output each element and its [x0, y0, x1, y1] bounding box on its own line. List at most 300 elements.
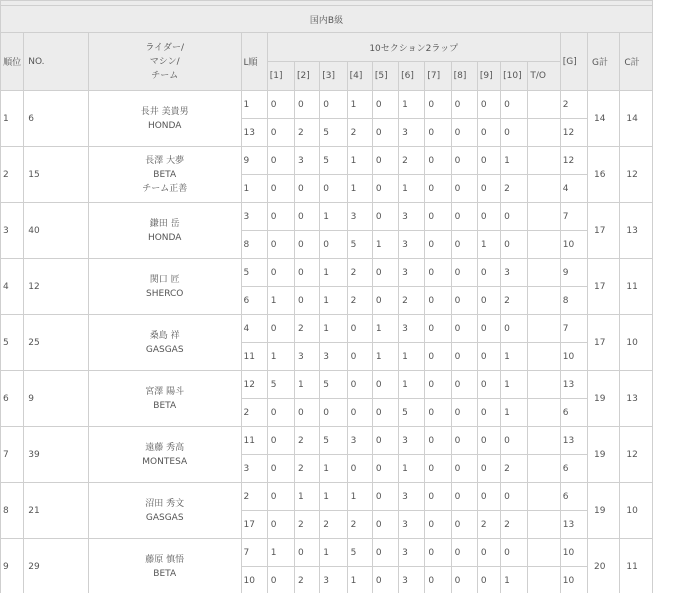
- section-score: 1: [372, 315, 398, 343]
- section-score: 2: [295, 427, 320, 455]
- section-score: 0: [501, 483, 528, 511]
- timeout-cell: [528, 539, 560, 567]
- section-score: 1: [347, 147, 372, 175]
- section-score: 3: [399, 231, 425, 259]
- table-row: [1, 147, 653, 175]
- section-score: 0: [477, 315, 500, 343]
- section-score: 0: [295, 91, 320, 119]
- section-score: 0: [295, 399, 320, 427]
- lap-score-cell: 10: [560, 567, 587, 593]
- lap-order-cell: 5: [241, 259, 267, 287]
- rider-cell: [88, 203, 241, 259]
- timeout-cell: [528, 511, 560, 539]
- section-score: 0: [267, 399, 294, 427]
- section-score: 0: [501, 427, 528, 455]
- section-score: 0: [372, 371, 398, 399]
- section-score: 2: [320, 511, 347, 539]
- section-score: 0: [477, 175, 500, 203]
- section-score: 0: [372, 399, 398, 427]
- lap-score-cell: 13: [560, 371, 587, 399]
- section-score: 5: [320, 371, 347, 399]
- section-score: 0: [451, 231, 477, 259]
- section-score: 3: [399, 427, 425, 455]
- lap-order-cell: 10: [241, 567, 267, 593]
- section-score: 0: [267, 119, 294, 147]
- rider-name: 長澤 大夢: [145, 155, 185, 166]
- section-score: 0: [372, 147, 398, 175]
- section-score: 0: [501, 539, 528, 567]
- section-score: 0: [451, 259, 477, 287]
- section-score: 0: [501, 315, 528, 343]
- g-total-cell: 19: [588, 371, 620, 427]
- section-score: 2: [501, 287, 528, 315]
- section-score: 0: [425, 315, 451, 343]
- section-score: 0: [501, 203, 528, 231]
- section-score: 0: [267, 483, 294, 511]
- lap-score-cell: 12: [560, 119, 587, 147]
- section-score: 0: [477, 203, 500, 231]
- section-score: 2: [295, 119, 320, 147]
- rider-name: 関口 匠: [149, 274, 180, 285]
- section-score: 0: [320, 91, 347, 119]
- rider-cell: [88, 315, 241, 371]
- section-score: 0: [425, 539, 451, 567]
- lap-order-cell: 3: [241, 455, 267, 483]
- section-score: 0: [267, 455, 294, 483]
- c-total-cell: 11: [620, 539, 653, 593]
- section-score: 1: [267, 539, 294, 567]
- section-score: 2: [501, 175, 528, 203]
- section-score: 3: [399, 315, 425, 343]
- rank-header: 順位: [1, 33, 24, 91]
- timeout-cell: [528, 231, 560, 259]
- section-score: 2: [295, 315, 320, 343]
- machine-name: SHERCO: [146, 288, 184, 299]
- section-score: 3: [399, 567, 425, 593]
- section-score: 3: [347, 427, 372, 455]
- rider-cell: [88, 427, 241, 483]
- section-score: 1: [399, 371, 425, 399]
- lap-score-header: [G]: [560, 33, 587, 91]
- section-score: 0: [295, 259, 320, 287]
- table-row: [1, 203, 653, 231]
- section-score: 0: [477, 427, 500, 455]
- section-score: 3: [347, 203, 372, 231]
- lap-order-cell: 7: [241, 539, 267, 567]
- section-score: 0: [451, 539, 477, 567]
- section-score: 1: [399, 455, 425, 483]
- section-score: 5: [320, 119, 347, 147]
- section-score: 0: [372, 175, 398, 203]
- rider-name: 宮澤 陽斗: [145, 386, 185, 397]
- section-score: 1: [477, 231, 500, 259]
- rider-name: 鎌田 岳: [149, 218, 180, 229]
- timeout-cell: [528, 91, 560, 119]
- section-score: 1: [372, 231, 398, 259]
- section-score: 0: [372, 91, 398, 119]
- section-score: 3: [399, 539, 425, 567]
- timeout-cell: [528, 175, 560, 203]
- section-score: 0: [451, 147, 477, 175]
- section-score: 0: [295, 231, 320, 259]
- section-score: 3: [501, 259, 528, 287]
- section-score: 0: [267, 259, 294, 287]
- section-header: [8]: [451, 62, 477, 91]
- section-score: 1: [399, 175, 425, 203]
- lap-order-cell: 9: [241, 147, 267, 175]
- section-score: 0: [372, 203, 398, 231]
- c-total-cell: 14: [620, 91, 653, 147]
- section-score: 1: [295, 371, 320, 399]
- rank-cell: 8: [1, 483, 24, 539]
- section-score: 3: [320, 567, 347, 593]
- number-cell: 39: [24, 427, 89, 483]
- section-score: 0: [425, 511, 451, 539]
- number-cell: 9: [24, 371, 89, 427]
- lap-order-cell: 6: [241, 287, 267, 315]
- section-score: 0: [372, 287, 398, 315]
- section-score: 3: [320, 343, 347, 371]
- section-score: 1: [347, 175, 372, 203]
- table-row: [1, 539, 653, 567]
- section-score: 2: [501, 511, 528, 539]
- g-total-header: G計: [588, 33, 620, 91]
- section-score: 1: [347, 91, 372, 119]
- timeout-cell: [528, 119, 560, 147]
- section-score: 0: [425, 175, 451, 203]
- timeout-cell: [528, 203, 560, 231]
- number-cell: 21: [24, 483, 89, 539]
- rider-cell: [88, 539, 241, 593]
- c-total-cell: 12: [620, 147, 653, 203]
- section-score: 0: [477, 539, 500, 567]
- timeout-cell: [528, 147, 560, 175]
- section-header: [6]: [399, 62, 425, 91]
- section-score: 0: [425, 91, 451, 119]
- section-score: 0: [451, 567, 477, 593]
- section-score: 0: [477, 567, 500, 593]
- section-score: 0: [267, 511, 294, 539]
- g-total-cell: 16: [588, 147, 620, 203]
- section-score: 0: [372, 259, 398, 287]
- section-header: [9]: [477, 62, 500, 91]
- section-score: 5: [320, 427, 347, 455]
- timeout-header: T/O: [528, 62, 560, 91]
- section-score: 0: [372, 539, 398, 567]
- section-score: 0: [477, 119, 500, 147]
- timeout-cell: [528, 343, 560, 371]
- section-score: 0: [267, 91, 294, 119]
- section-score: 1: [320, 315, 347, 343]
- lap-score-cell: 8: [560, 287, 587, 315]
- timeout-cell: [528, 455, 560, 483]
- section-score: 0: [347, 399, 372, 427]
- lap-score-cell: 6: [560, 399, 587, 427]
- section-score: 1: [372, 343, 398, 371]
- section-score: 2: [399, 147, 425, 175]
- section-score: 0: [477, 371, 500, 399]
- lap-score-cell: 12: [560, 147, 587, 175]
- section-score: 2: [347, 119, 372, 147]
- section-score: 1: [347, 483, 372, 511]
- section-score: 1: [267, 287, 294, 315]
- section-score: 2: [347, 259, 372, 287]
- section-score: 0: [425, 567, 451, 593]
- lap-order-cell: 8: [241, 231, 267, 259]
- lap-score-cell: 4: [560, 175, 587, 203]
- section-score: 0: [425, 455, 451, 483]
- section-score: 0: [451, 399, 477, 427]
- section-score: 2: [295, 511, 320, 539]
- timeout-cell: [528, 259, 560, 287]
- section-score: 1: [501, 147, 528, 175]
- section-score: 0: [425, 231, 451, 259]
- section-score: 5: [399, 399, 425, 427]
- section-score: 1: [267, 343, 294, 371]
- section-score: 0: [372, 119, 398, 147]
- c-total-header: C計: [620, 33, 653, 91]
- g-total-cell: 17: [588, 315, 620, 371]
- section-score: 0: [425, 343, 451, 371]
- rank-cell: 7: [1, 427, 24, 483]
- section-score: 1: [347, 567, 372, 593]
- lap-order-cell: 1: [241, 91, 267, 119]
- section-score: 1: [320, 539, 347, 567]
- section-score: 2: [347, 511, 372, 539]
- section-score: 3: [295, 147, 320, 175]
- c-total-cell: 13: [620, 203, 653, 259]
- number-cell: 25: [24, 315, 89, 371]
- section-score: 0: [267, 231, 294, 259]
- lap-score-cell: 2: [560, 91, 587, 119]
- section-score: 2: [399, 287, 425, 315]
- section-score: 0: [451, 175, 477, 203]
- section-score: 0: [372, 483, 398, 511]
- section-score: 1: [399, 343, 425, 371]
- section-score: 5: [347, 231, 372, 259]
- section-score: 0: [295, 287, 320, 315]
- g-total-cell: 17: [588, 203, 620, 259]
- section-score: 0: [372, 567, 398, 593]
- machine-name: BETA: [153, 400, 177, 411]
- section-score: 0: [267, 175, 294, 203]
- section-score: 5: [320, 147, 347, 175]
- lap-score-cell: 6: [560, 483, 587, 511]
- rider-header-line: ライダー/: [145, 42, 185, 53]
- section-score: 0: [320, 175, 347, 203]
- c-total-cell: 13: [620, 371, 653, 427]
- rank-cell: 9: [1, 539, 24, 593]
- lap-score-cell: 10: [560, 231, 587, 259]
- section-score: 0: [451, 315, 477, 343]
- timeout-cell: [528, 567, 560, 593]
- lap-order-cell: 2: [241, 483, 267, 511]
- section-score: 3: [295, 343, 320, 371]
- section-score: 0: [320, 231, 347, 259]
- header-row: [1, 33, 653, 62]
- g-total-cell: 17: [588, 259, 620, 315]
- rider-cell: [88, 147, 241, 203]
- number-cell: 29: [24, 539, 89, 593]
- rider-cell: [88, 91, 241, 147]
- section-score: 3: [399, 259, 425, 287]
- section-score: 0: [451, 343, 477, 371]
- rank-cell: 5: [1, 315, 24, 371]
- section-score: 0: [477, 91, 500, 119]
- section-score: 0: [425, 483, 451, 511]
- lap-order-cell: 4: [241, 315, 267, 343]
- rider-cell: [88, 259, 241, 315]
- lap-score-cell: 6: [560, 455, 587, 483]
- section-score: 0: [451, 483, 477, 511]
- rank-cell: 4: [1, 259, 24, 315]
- section-header: [1]: [267, 62, 294, 91]
- section-score: 1: [320, 483, 347, 511]
- section-score: 0: [347, 371, 372, 399]
- machine-name: BETA: [153, 169, 177, 180]
- number-cell: 12: [24, 259, 89, 315]
- rank-cell: 6: [1, 371, 24, 427]
- g-total-cell: 20: [588, 539, 620, 593]
- section-score: 0: [425, 427, 451, 455]
- section-score: 0: [501, 91, 528, 119]
- rank-cell: 2: [1, 147, 24, 203]
- lap-order-cell: 17: [241, 511, 267, 539]
- timeout-cell: [528, 287, 560, 315]
- section-score: 1: [501, 567, 528, 593]
- table-row: [1, 427, 653, 455]
- timeout-cell: [528, 427, 560, 455]
- table-row: [1, 91, 653, 119]
- section-score: 0: [477, 455, 500, 483]
- section-score: 0: [501, 231, 528, 259]
- lap-order-cell: 1: [241, 175, 267, 203]
- team-name: チーム正善: [142, 183, 188, 194]
- section-score: 0: [372, 511, 398, 539]
- section-score: 3: [399, 511, 425, 539]
- section-score: 1: [501, 371, 528, 399]
- c-total-cell: 11: [620, 259, 653, 315]
- lap-score-cell: 13: [560, 427, 587, 455]
- rider-name: 長井 美貴男: [140, 106, 189, 117]
- section-score: 0: [267, 203, 294, 231]
- lap-order-cell: 13: [241, 119, 267, 147]
- section-score: 1: [501, 399, 528, 427]
- timeout-cell: [528, 371, 560, 399]
- section-score: 1: [320, 287, 347, 315]
- section-score: 0: [477, 147, 500, 175]
- g-total-cell: 14: [588, 91, 620, 147]
- machine-name: HONDA: [147, 120, 182, 131]
- lap-score-cell: 7: [560, 315, 587, 343]
- section-score: 0: [451, 371, 477, 399]
- rider-name: 藤原 慎悟: [145, 554, 185, 565]
- section-score: 0: [347, 315, 372, 343]
- section-score: 1: [320, 455, 347, 483]
- section-score: 0: [295, 539, 320, 567]
- section-score: 0: [267, 147, 294, 175]
- section-score: 0: [295, 175, 320, 203]
- machine-name: BETA: [153, 568, 177, 579]
- machine-name: MONTESA: [142, 456, 188, 467]
- machine-name: HONDA: [147, 232, 182, 243]
- section-score: 0: [501, 119, 528, 147]
- section-score: 1: [501, 343, 528, 371]
- section-score: 0: [425, 147, 451, 175]
- section-score: 0: [477, 483, 500, 511]
- section-score: 2: [295, 567, 320, 593]
- rider-cell: [88, 371, 241, 427]
- section-score: 2: [347, 287, 372, 315]
- section-score: 0: [451, 427, 477, 455]
- rank-cell: 1: [1, 91, 24, 147]
- c-total-cell: 12: [620, 427, 653, 483]
- section-score: 0: [372, 455, 398, 483]
- section-score: 0: [451, 455, 477, 483]
- section-score: 1: [399, 91, 425, 119]
- lap-order-header: L順: [241, 33, 267, 91]
- lap-order-cell: 12: [241, 371, 267, 399]
- section-score: 0: [267, 315, 294, 343]
- number-cell: 6: [24, 91, 89, 147]
- timeout-cell: [528, 399, 560, 427]
- rider-header: [88, 33, 241, 91]
- section-score: 0: [425, 287, 451, 315]
- section-score: 0: [477, 399, 500, 427]
- section-score: 3: [399, 483, 425, 511]
- section-header: [3]: [320, 62, 347, 91]
- number-header: NO.: [24, 33, 89, 91]
- g-total-cell: 19: [588, 483, 620, 539]
- section-score: 0: [425, 371, 451, 399]
- rider-name: 遠藤 秀高: [145, 442, 185, 453]
- section-score: 0: [267, 427, 294, 455]
- section-score: 0: [425, 399, 451, 427]
- section-score: 0: [320, 399, 347, 427]
- lap-score-cell: 13: [560, 511, 587, 539]
- machine-header-line: マシン/: [149, 56, 180, 67]
- table-row: [1, 315, 653, 343]
- section-score: 0: [477, 343, 500, 371]
- section-score: 3: [399, 203, 425, 231]
- section-score: 1: [295, 483, 320, 511]
- section-header: [5]: [372, 62, 398, 91]
- section-score: 2: [501, 455, 528, 483]
- sections-group-header: 10セクション2ラップ: [267, 33, 560, 62]
- section-score: 0: [451, 91, 477, 119]
- section-header: [10]: [501, 62, 528, 91]
- team-header-line: チーム: [151, 70, 179, 81]
- section-score: 0: [451, 511, 477, 539]
- section-score: 0: [425, 203, 451, 231]
- lap-score-cell: 9: [560, 259, 587, 287]
- section-score: 0: [347, 455, 372, 483]
- section-score: 2: [295, 455, 320, 483]
- rider-name: 桑島 祥: [149, 330, 180, 341]
- section-score: 0: [295, 203, 320, 231]
- lap-order-cell: 3: [241, 203, 267, 231]
- class-title-row: [1, 6, 653, 33]
- g-total-cell: 19: [588, 427, 620, 483]
- section-score: 0: [451, 119, 477, 147]
- rider-cell: [88, 483, 241, 539]
- section-header: [2]: [295, 62, 320, 91]
- machine-name: GASGAS: [145, 512, 184, 523]
- section-header: [4]: [347, 62, 372, 91]
- results-body: [1, 91, 653, 593]
- c-total-cell: 10: [620, 483, 653, 539]
- rider-name: 沼田 秀文: [145, 498, 185, 509]
